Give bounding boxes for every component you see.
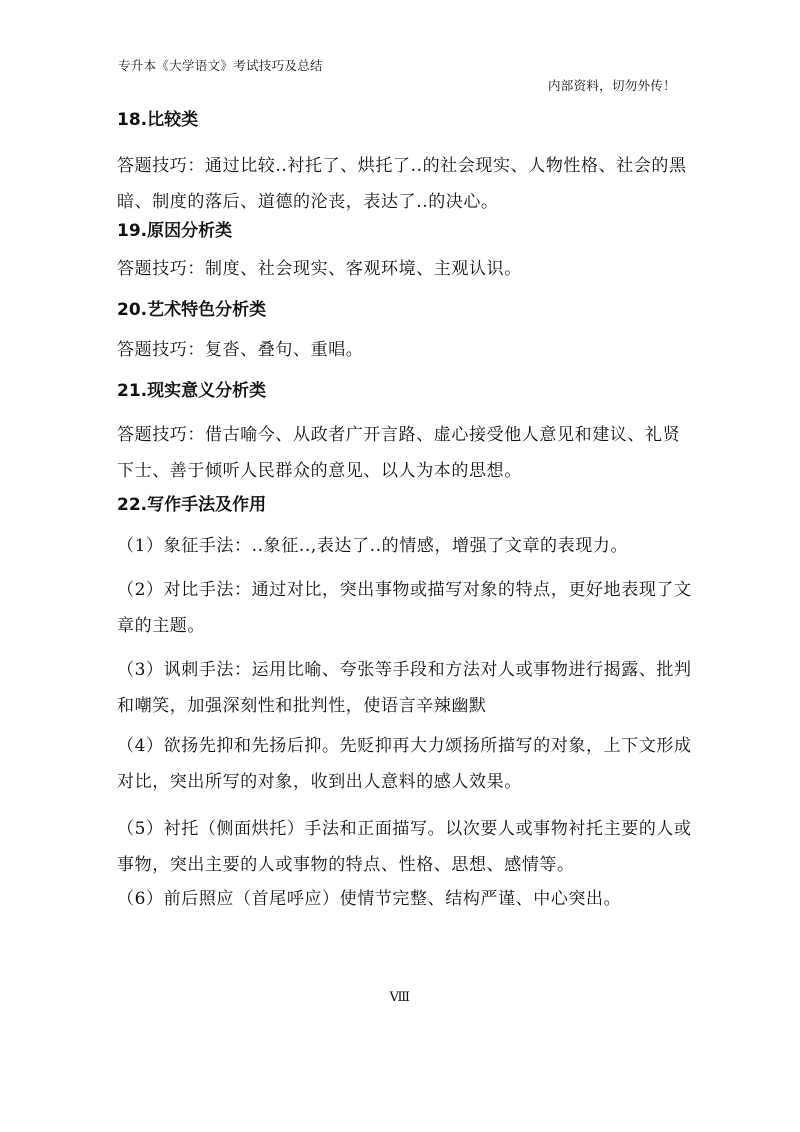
section-heading: 18.比较类 xyxy=(117,110,199,130)
section-cause-analysis xyxy=(117,216,697,287)
section-heading: 19.原因分析类 xyxy=(117,221,233,241)
section-paragraph: 答题技巧：制度、社会现实、客观环境、主观认识。 xyxy=(117,259,522,279)
technique-item: （3）讽刺手法：运用比喻、夸张等手段和方法对人或事物进行揭露、批判和嘲笑，加强深刻性和批判性，使语言辛辣幽默 xyxy=(117,660,692,716)
page-number: Ⅷ xyxy=(389,990,411,1005)
section-writing-techniques xyxy=(117,490,697,917)
section-comparison xyxy=(117,105,697,220)
technique-item: （2）对比手法：通过对比，突出事物或描写对象的特点，更好地表现了文章的主题。 xyxy=(117,580,692,636)
section-artistic-features xyxy=(117,295,697,368)
section-heading: 20.艺术特色分析类 xyxy=(117,300,267,320)
section-heading: 22.写作手法及作用 xyxy=(117,495,267,515)
document-header-note: 内部资料，切勿外传！ xyxy=(547,78,676,93)
section-practical-significance xyxy=(117,376,697,489)
document-header-title: 专升本《大学语文》考试技巧及总结 xyxy=(118,58,323,73)
section-heading: 21.现实意义分析类 xyxy=(117,381,267,401)
section-paragraph: 答题技巧：借古喻今、从政者广开言路、虚心接受他人意见和建议、礼贤下士、善于倾听人民群众的意见、以人为本的思想。 xyxy=(117,425,681,481)
technique-item: （5）衬托（侧面烘托）手法和正面描写。以次要人或事物衬托主要的人或事物，突出主要的人或事物的特点、性格、思想、感情等。 xyxy=(117,819,692,875)
technique-item: （4）欲扬先抑和先扬后抑。先贬抑再大力颂扬所描写的对象，上下文形成对比，突出所写的对象，收到出人意料的感人效果。 xyxy=(117,736,692,792)
document-body xyxy=(117,102,697,917)
technique-item: （1）象征手法：..象征..,表达了..的情感，增强了文章的表现力。 xyxy=(117,536,629,556)
section-paragraph: 答题技巧：通过比较..衬托了、烘托了..的社会现实、人物性格、社会的黑暗、制度的落后、道德的沦丧，表达了..的决心。 xyxy=(117,156,687,212)
technique-item: （6）前后照应（首尾呼应）使情节完整、结构严谨、中心突出。 xyxy=(117,889,622,909)
section-paragraph: 答题技巧：复沓、叠句、重唱。 xyxy=(117,340,364,360)
